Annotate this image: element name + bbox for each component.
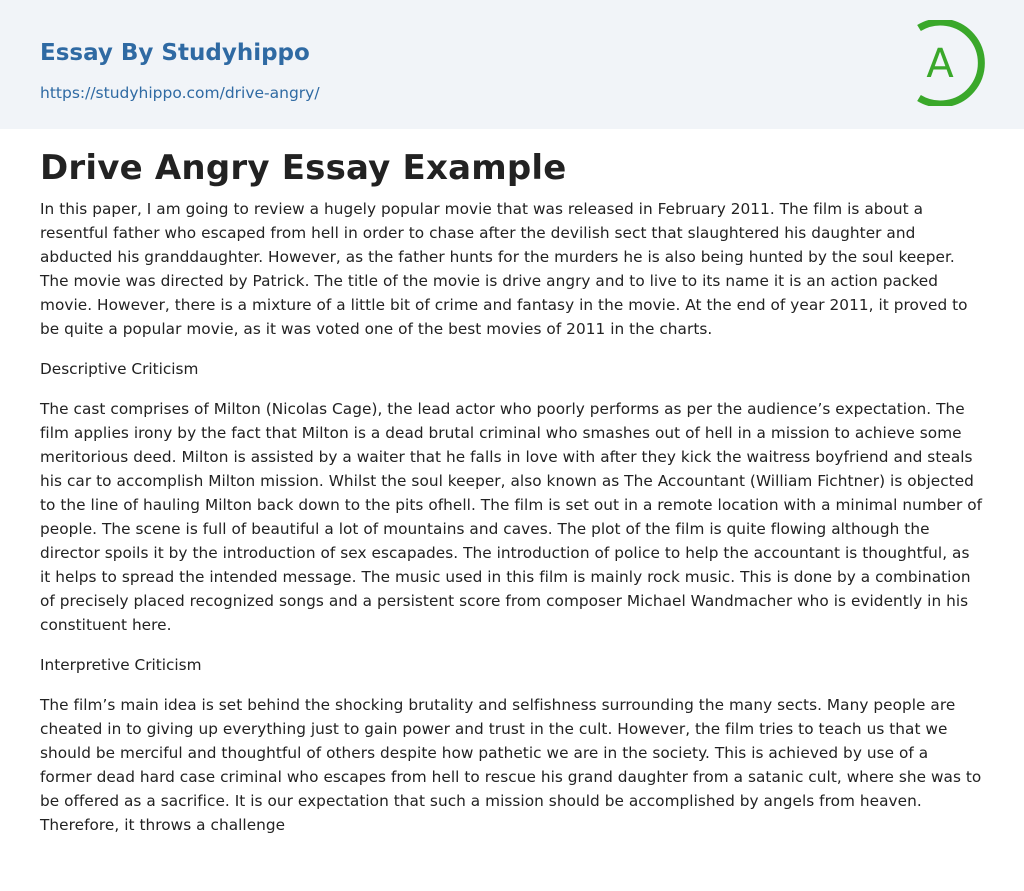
section-heading-descriptive: Descriptive Criticism	[40, 360, 199, 378]
site-brand-title[interactable]: Essay By Studyhippo	[40, 40, 310, 66]
logo-letter: A	[926, 41, 954, 87]
page-title: Drive Angry Essay Example	[40, 148, 567, 188]
interpretive-paragraph: The film’s main idea is set behind the shocking brutality and selfishness surrounding the many sects. Many people are cheated in to giving up everything just to gain power and trust in the cult. However, the film tries to teach us that we should be merciful and thoughtful of others despite how pathetic we are in the society. This is achieved by use of a former dead hard case criminal who escapes from hell to rescue his grand daughter from a satanic cult, where she was to be offered as a sacrifice. It is our expectation that such a mission should be accomplished by angels from heaven. Therefore, it throws a challenge	[40, 696, 982, 834]
intro-paragraph: In this paper, I am going to review a hugely popular movie that was released in February 2011. The film is about a resentful father who escaped from hell in order to chase after the devilish sect that slaughtered his daughter and abducted his granddaughter. However, as the father hunts for the murders he is also being hunted by the soul keeper. The movie was directed by Patrick. The title of the movie is drive angry and to live to its name it is an action packed movie. However, there is a mixture of a little bit of crime and fantasy in the movie. At the end of year 2011, it proved to be quite a popular movie, as it was voted one of the best movies of 2011 in the charts.	[40, 200, 968, 338]
essay-url-link[interactable]: https://studyhippo.com/drive-angry/	[40, 84, 320, 102]
descriptive-paragraph: The cast comprises of Milton (Nicolas Cage), the lead actor who poorly performs as per the audience’s expectation. The film applies irony by the fact that Milton is a dead brutal criminal who smashes out of hell in a mission to achieve some meritorious deed. Milton is assisted by a waiter that he falls in love with after they kick the waitress boyfriend and steals his car to accomplish Milton mission. Whilst the soul keeper, also known as The Accountant (William Fichtner) is objected to the line of hauling Milton back down to the pits ofhell. The film is set out in a remote location with a minimal number of people. The scene is full of beautiful a lot of mountains and caves. The plot of the film is quite flowing although the director spoils it by the introduction of sex escapades. The introduction of police to help the accountant is thoughtful, as it helps to spread the intended message. The music used in this film is mainly rock music. This is done by a combination of precisely placed recognized songs and a persistent score from composer Michael Wandmacher who is evidently in his constituent here.	[40, 400, 983, 634]
section-heading-interpretive: Interpretive Criticism	[40, 656, 202, 674]
essay-content	[40, 129, 984, 837]
studyhippo-a-logo-icon[interactable]	[911, 20, 987, 106]
site-header	[0, 0, 1024, 129]
